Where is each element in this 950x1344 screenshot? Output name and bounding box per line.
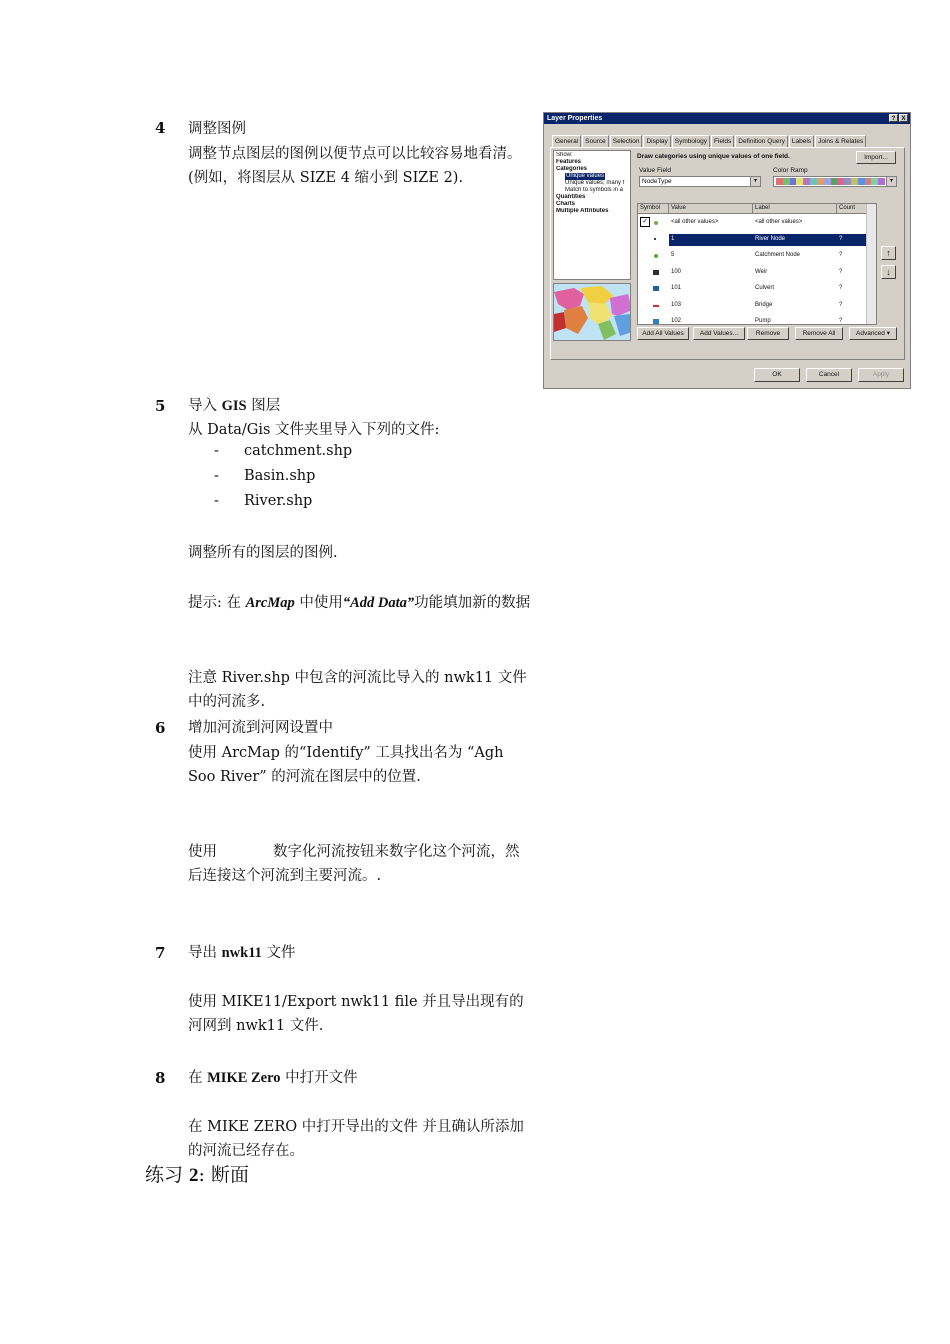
- show-list[interactable]: [553, 150, 631, 280]
- close-button[interactable]: X: [899, 114, 908, 122]
- value-field-value: NodeType: [642, 178, 672, 185]
- symbology-panel: [550, 147, 905, 360]
- tab-labels[interactable]: Labels: [789, 135, 814, 147]
- show-item[interactable]: [556, 194, 628, 201]
- value-field-label: Value Field: [639, 167, 672, 174]
- table-row[interactable]: [638, 313, 876, 325]
- cell-label: <all other values>: [755, 219, 803, 225]
- symbol-swatch-icon[interactable]: [654, 238, 656, 240]
- step-6-title: 增加河流到河网设置中: [188, 720, 333, 736]
- tab-source[interactable]: Source: [582, 135, 609, 147]
- step-5-title-bold: GIS: [221, 398, 247, 414]
- file-name: Basin.shp: [244, 468, 316, 484]
- hint-post: 功能填加新的数据: [414, 595, 531, 611]
- symbol-swatch-icon[interactable]: [653, 305, 659, 307]
- hint-pre: 提示: 在: [188, 595, 246, 611]
- step-6-body: 使用 ArcMap 的“Identify” 工具找出名为 “Agh Soo River” 的河流在图层中的位置.: [188, 745, 504, 785]
- checkbox-icon[interactable]: ✓: [640, 217, 650, 227]
- show-label: Show:: [556, 152, 573, 158]
- section-heading: [145, 1160, 249, 1187]
- cell-count: ?: [839, 268, 843, 275]
- show-item[interactable]: [556, 180, 628, 187]
- cell-label: River Node: [755, 235, 786, 242]
- step-5-note1: 调整所有的图层的图例.: [188, 545, 338, 561]
- cell-value: 103: [671, 301, 682, 308]
- table-row[interactable]: [638, 247, 876, 264]
- step-8-number: 8: [155, 1069, 166, 1087]
- show-item[interactable]: [556, 187, 628, 194]
- ok-button[interactable]: OK: [754, 368, 800, 382]
- apply-button[interactable]: Apply: [858, 368, 904, 382]
- step-5-note2: 注意 River.shp 中包含的河流比导入的 nwk11 文件中的河流多.: [188, 670, 527, 710]
- step-4-number: 4: [155, 119, 166, 137]
- table-row[interactable]: [638, 264, 876, 281]
- show-item[interactable]: [556, 201, 628, 208]
- step-5-title-post: 图层: [246, 398, 281, 414]
- step-4-body: 调整节点图层的图例以便节点可以比较容易地看清。(例如，将图层从 SIZE 4 缩小到 SIZE 2).: [188, 146, 522, 186]
- advanced-button[interactable]: Advanced ▾: [849, 327, 897, 340]
- show-item-label: Multiple Attributes: [556, 208, 609, 214]
- symbol-swatch-icon[interactable]: [653, 270, 659, 275]
- import-button[interactable]: Import...: [856, 151, 896, 164]
- file-name: catchment.shp: [244, 443, 353, 459]
- step-7-body: 使用 MIKE11/Export nwk11 file 并且导出现有的河网到 nwk11 文件.: [188, 994, 524, 1034]
- step-5-title: [188, 394, 533, 418]
- dialog-title: Layer Properties: [547, 115, 603, 122]
- table-row[interactable]: [638, 231, 876, 248]
- tab-display[interactable]: Display: [643, 135, 670, 147]
- cell-value: 102: [671, 318, 682, 324]
- file-item: - Basin.shp: [214, 468, 316, 484]
- section-bold: 2: [189, 1165, 199, 1186]
- step-8-title-pre: 在: [188, 1070, 208, 1086]
- show-item-label: Categories: [556, 166, 588, 172]
- layer-properties-dialog: [543, 112, 911, 389]
- symbology-heading: Draw categories using unique values of one field.: [637, 153, 790, 160]
- cell-value: <all other values>: [671, 219, 719, 225]
- cell-value: 100: [671, 268, 682, 275]
- col-label[interactable]: Label: [753, 204, 837, 213]
- show-item[interactable]: [556, 159, 628, 166]
- step-6-number: 6: [155, 719, 166, 737]
- step-8-title-bold: MIKE Zero: [207, 1070, 281, 1086]
- tab-bar: [552, 135, 867, 147]
- section-post: : 断面: [198, 1164, 249, 1186]
- cell-count: ?: [839, 285, 843, 291]
- cell-label: Catchment Node: [755, 252, 801, 258]
- tab-general[interactable]: General: [552, 135, 581, 147]
- show-item-label: Unique values, many f: [565, 180, 625, 186]
- show-item-label: Quantities: [556, 194, 586, 200]
- cell-count: ?: [839, 301, 843, 308]
- step-5-body: 从 Data/Gis 文件夹里导入下列的文件:: [188, 422, 440, 438]
- help-button[interactable]: ?: [889, 114, 898, 122]
- step-5-title-pre: 导入: [188, 398, 222, 414]
- move-up-icon[interactable]: ↑: [881, 246, 896, 260]
- step-6-body2: [188, 840, 533, 888]
- tab-fields[interactable]: Fields: [711, 135, 734, 147]
- symbol-swatch-icon[interactable]: [653, 286, 659, 291]
- file-name: River.shp: [244, 493, 313, 509]
- hint-cmd: “Add Data”: [342, 595, 415, 611]
- color-ramp-select[interactable]: [773, 176, 897, 187]
- remove-button[interactable]: Remove: [747, 327, 789, 340]
- symbol-swatch-icon[interactable]: [654, 254, 658, 258]
- add-all-values-button[interactable]: Add All Values: [637, 327, 689, 340]
- color-ramp-swatch: [776, 178, 885, 185]
- hint-mid: 中使用: [294, 595, 343, 611]
- table-scrollbar[interactable]: [866, 204, 876, 324]
- cell-count: ?: [839, 235, 843, 242]
- cell-value: 101: [671, 285, 682, 291]
- remove-all-button[interactable]: Remove All: [795, 327, 843, 340]
- step-8-title-post: 中打开文件: [280, 1070, 358, 1086]
- cell-label: Pump: [755, 318, 771, 324]
- add-values-button[interactable]: Add Values...: [693, 327, 745, 340]
- step-5-hint: [188, 591, 533, 615]
- step-7-title-bold: nwk11: [221, 945, 262, 961]
- step-7-title: [188, 941, 533, 965]
- cell-value: 5: [671, 252, 675, 258]
- tab-definition-query[interactable]: Definition Query: [735, 135, 788, 147]
- table-row[interactable]: [638, 280, 876, 297]
- categories-table[interactable]: [637, 203, 877, 325]
- show-item-label: Charts: [556, 201, 576, 207]
- chevron-down-icon[interactable]: ▾: [750, 177, 760, 186]
- tab-joins-relates[interactable]: Joins & Relates: [815, 135, 866, 147]
- file-item: - catchment.shp: [214, 443, 353, 459]
- cell-value: 1: [671, 235, 675, 242]
- map-thumbnail: [553, 283, 631, 341]
- cancel-button[interactable]: Cancel: [806, 368, 852, 382]
- step-8-body: 在 MIKE ZERO 中打开导出的文件 并且确认所添加的河流已经存在。: [188, 1119, 524, 1159]
- step-7-title-post: 文件: [261, 945, 296, 961]
- col-value[interactable]: Value: [669, 204, 753, 213]
- symbol-swatch-icon[interactable]: [653, 319, 659, 324]
- table-header: [638, 204, 876, 214]
- symbol-swatch-icon[interactable]: [654, 221, 658, 225]
- color-ramp-label: Color Ramp: [773, 167, 808, 174]
- hint-app: ArcMap: [245, 595, 295, 611]
- show-item[interactable]: [556, 166, 628, 173]
- show-item-label: Unique values: [566, 173, 605, 179]
- table-row[interactable]: [638, 214, 876, 231]
- cell-count: ?: [839, 252, 843, 258]
- show-item-label: Features: [556, 159, 582, 165]
- tab-selection[interactable]: Selection: [610, 135, 643, 147]
- dialog-titlebar: [544, 113, 910, 124]
- show-item[interactable]: [556, 208, 628, 215]
- value-field-select[interactable]: [639, 176, 761, 187]
- cell-count: ?: [839, 318, 843, 324]
- step-8-title: [188, 1066, 533, 1090]
- chevron-down-icon[interactable]: ▾: [886, 177, 896, 186]
- cell-label: Weir: [755, 268, 768, 275]
- move-down-icon[interactable]: ↓: [881, 265, 896, 279]
- col-symbol[interactable]: Symbol: [638, 204, 669, 213]
- cell-label: Culvert: [755, 285, 775, 291]
- show-item-label: Match to symbols in a: [565, 187, 624, 193]
- file-item: - River.shp: [214, 493, 313, 509]
- step-5-number: 5: [155, 397, 166, 415]
- step-4-title: 调整图例: [188, 121, 246, 137]
- body2-pre: 使用: [188, 844, 217, 860]
- reorder-buttons: [881, 246, 896, 284]
- show-item[interactable]: [556, 173, 628, 180]
- section-pre: 练习: [145, 1164, 190, 1186]
- step-7-number: 7: [155, 944, 166, 962]
- cell-label: Bridge: [755, 301, 773, 308]
- table-row[interactable]: [638, 297, 876, 314]
- step-7-title-pre: 导出: [188, 945, 222, 961]
- body2-post: 数字化河流按钮来数字化这个河流，然后连接这个河流到主要河流。.: [188, 844, 520, 884]
- col-count[interactable]: Count: [837, 204, 869, 213]
- tab-symbology[interactable]: Symbology: [672, 135, 710, 149]
